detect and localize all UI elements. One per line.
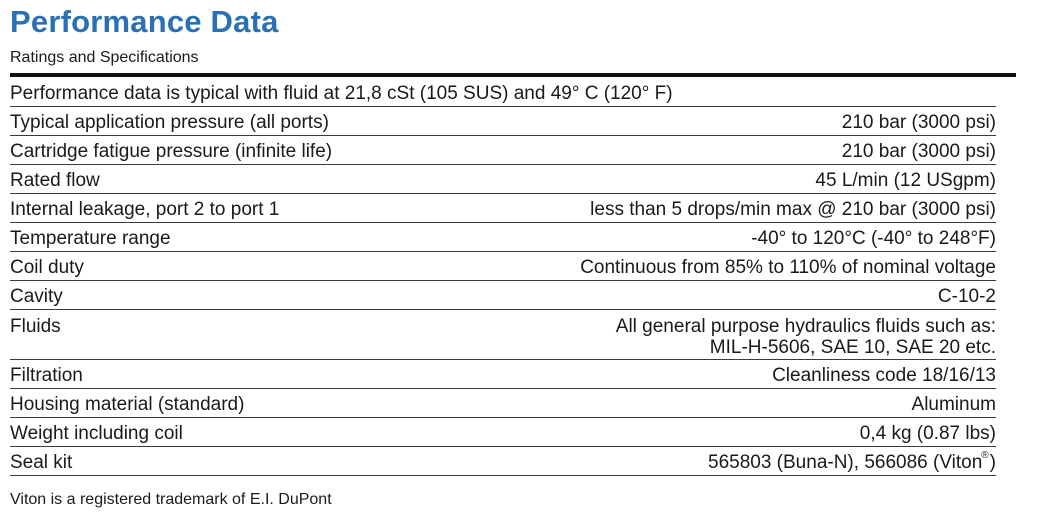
row-label: Temperature range: [10, 228, 171, 249]
table-row: [10, 447, 996, 476]
row-value: Cleanliness code 18/16/13: [772, 365, 996, 386]
table-row: [10, 360, 996, 389]
table-row: [10, 389, 996, 418]
row-value: less than 5 drops/min max @ 210 bar (3000 psi): [590, 199, 996, 220]
row-value: [708, 452, 996, 477]
row-label: Rated flow: [10, 170, 100, 191]
row-label: Filtration: [10, 365, 83, 386]
row-value: Continuous from 85% to 110% of nominal voltage: [580, 257, 996, 278]
registered-mark: ®: [981, 450, 989, 461]
table-row: [10, 194, 996, 223]
row-value-main: 565803 (Buna-N), 566086 (Viton: [708, 452, 983, 473]
row-value: [616, 316, 996, 358]
row-label: Weight including coil: [10, 423, 183, 444]
row-value-end: ): [989, 452, 996, 473]
table-row: [10, 418, 996, 447]
table-intro-row: [10, 77, 996, 107]
performance-data-sheet: [10, 0, 1016, 510]
row-value: 0,4 kg (0.87 lbs): [859, 423, 996, 444]
row-label: Fluids: [10, 316, 61, 337]
table-row: [10, 310, 996, 360]
row-value: 210 bar (3000 psi): [841, 141, 996, 162]
table-row: [10, 107, 996, 136]
row-label: Coil duty: [10, 257, 84, 278]
table-row: [10, 281, 996, 310]
spec-table: [10, 77, 996, 476]
table-row: [10, 252, 996, 281]
row-label: Seal kit: [10, 452, 73, 473]
table-row: [10, 165, 996, 194]
row-value: C-10-2: [937, 286, 996, 307]
row-label: Internal leakage, port 2 to port 1: [10, 199, 280, 220]
intro-text: Performance data is typical with fluid at 21,8 cSt (105 SUS) and 49° C (120° F): [10, 83, 673, 104]
row-value-line: MIL-H-5606, SAE 10, SAE 20 etc.: [709, 337, 996, 358]
row-value: 210 bar (3000 psi): [841, 112, 996, 133]
row-label: Typical application pressure (all ports): [10, 112, 329, 133]
section-subtitle: Ratings and Specifications: [10, 49, 199, 66]
page-title: Performance Data: [10, 4, 279, 39]
row-value: Aluminum: [911, 394, 996, 415]
row-label: Cartridge fatigue pressure (infinite life): [10, 141, 333, 162]
row-value: 45 L/min (12 USgpm): [815, 170, 996, 191]
row-value: -40° to 120°C (-40° to 248°F): [751, 228, 996, 249]
table-row: [10, 136, 996, 165]
row-label: Cavity: [10, 286, 63, 307]
row-label: Housing material (standard): [10, 394, 245, 415]
row-value-line: All general purpose hydraulics fluids such as:: [615, 316, 996, 337]
table-row: [10, 223, 996, 252]
trademark-footnote: Viton is a registered trademark of E.I. DuPont: [10, 491, 332, 508]
